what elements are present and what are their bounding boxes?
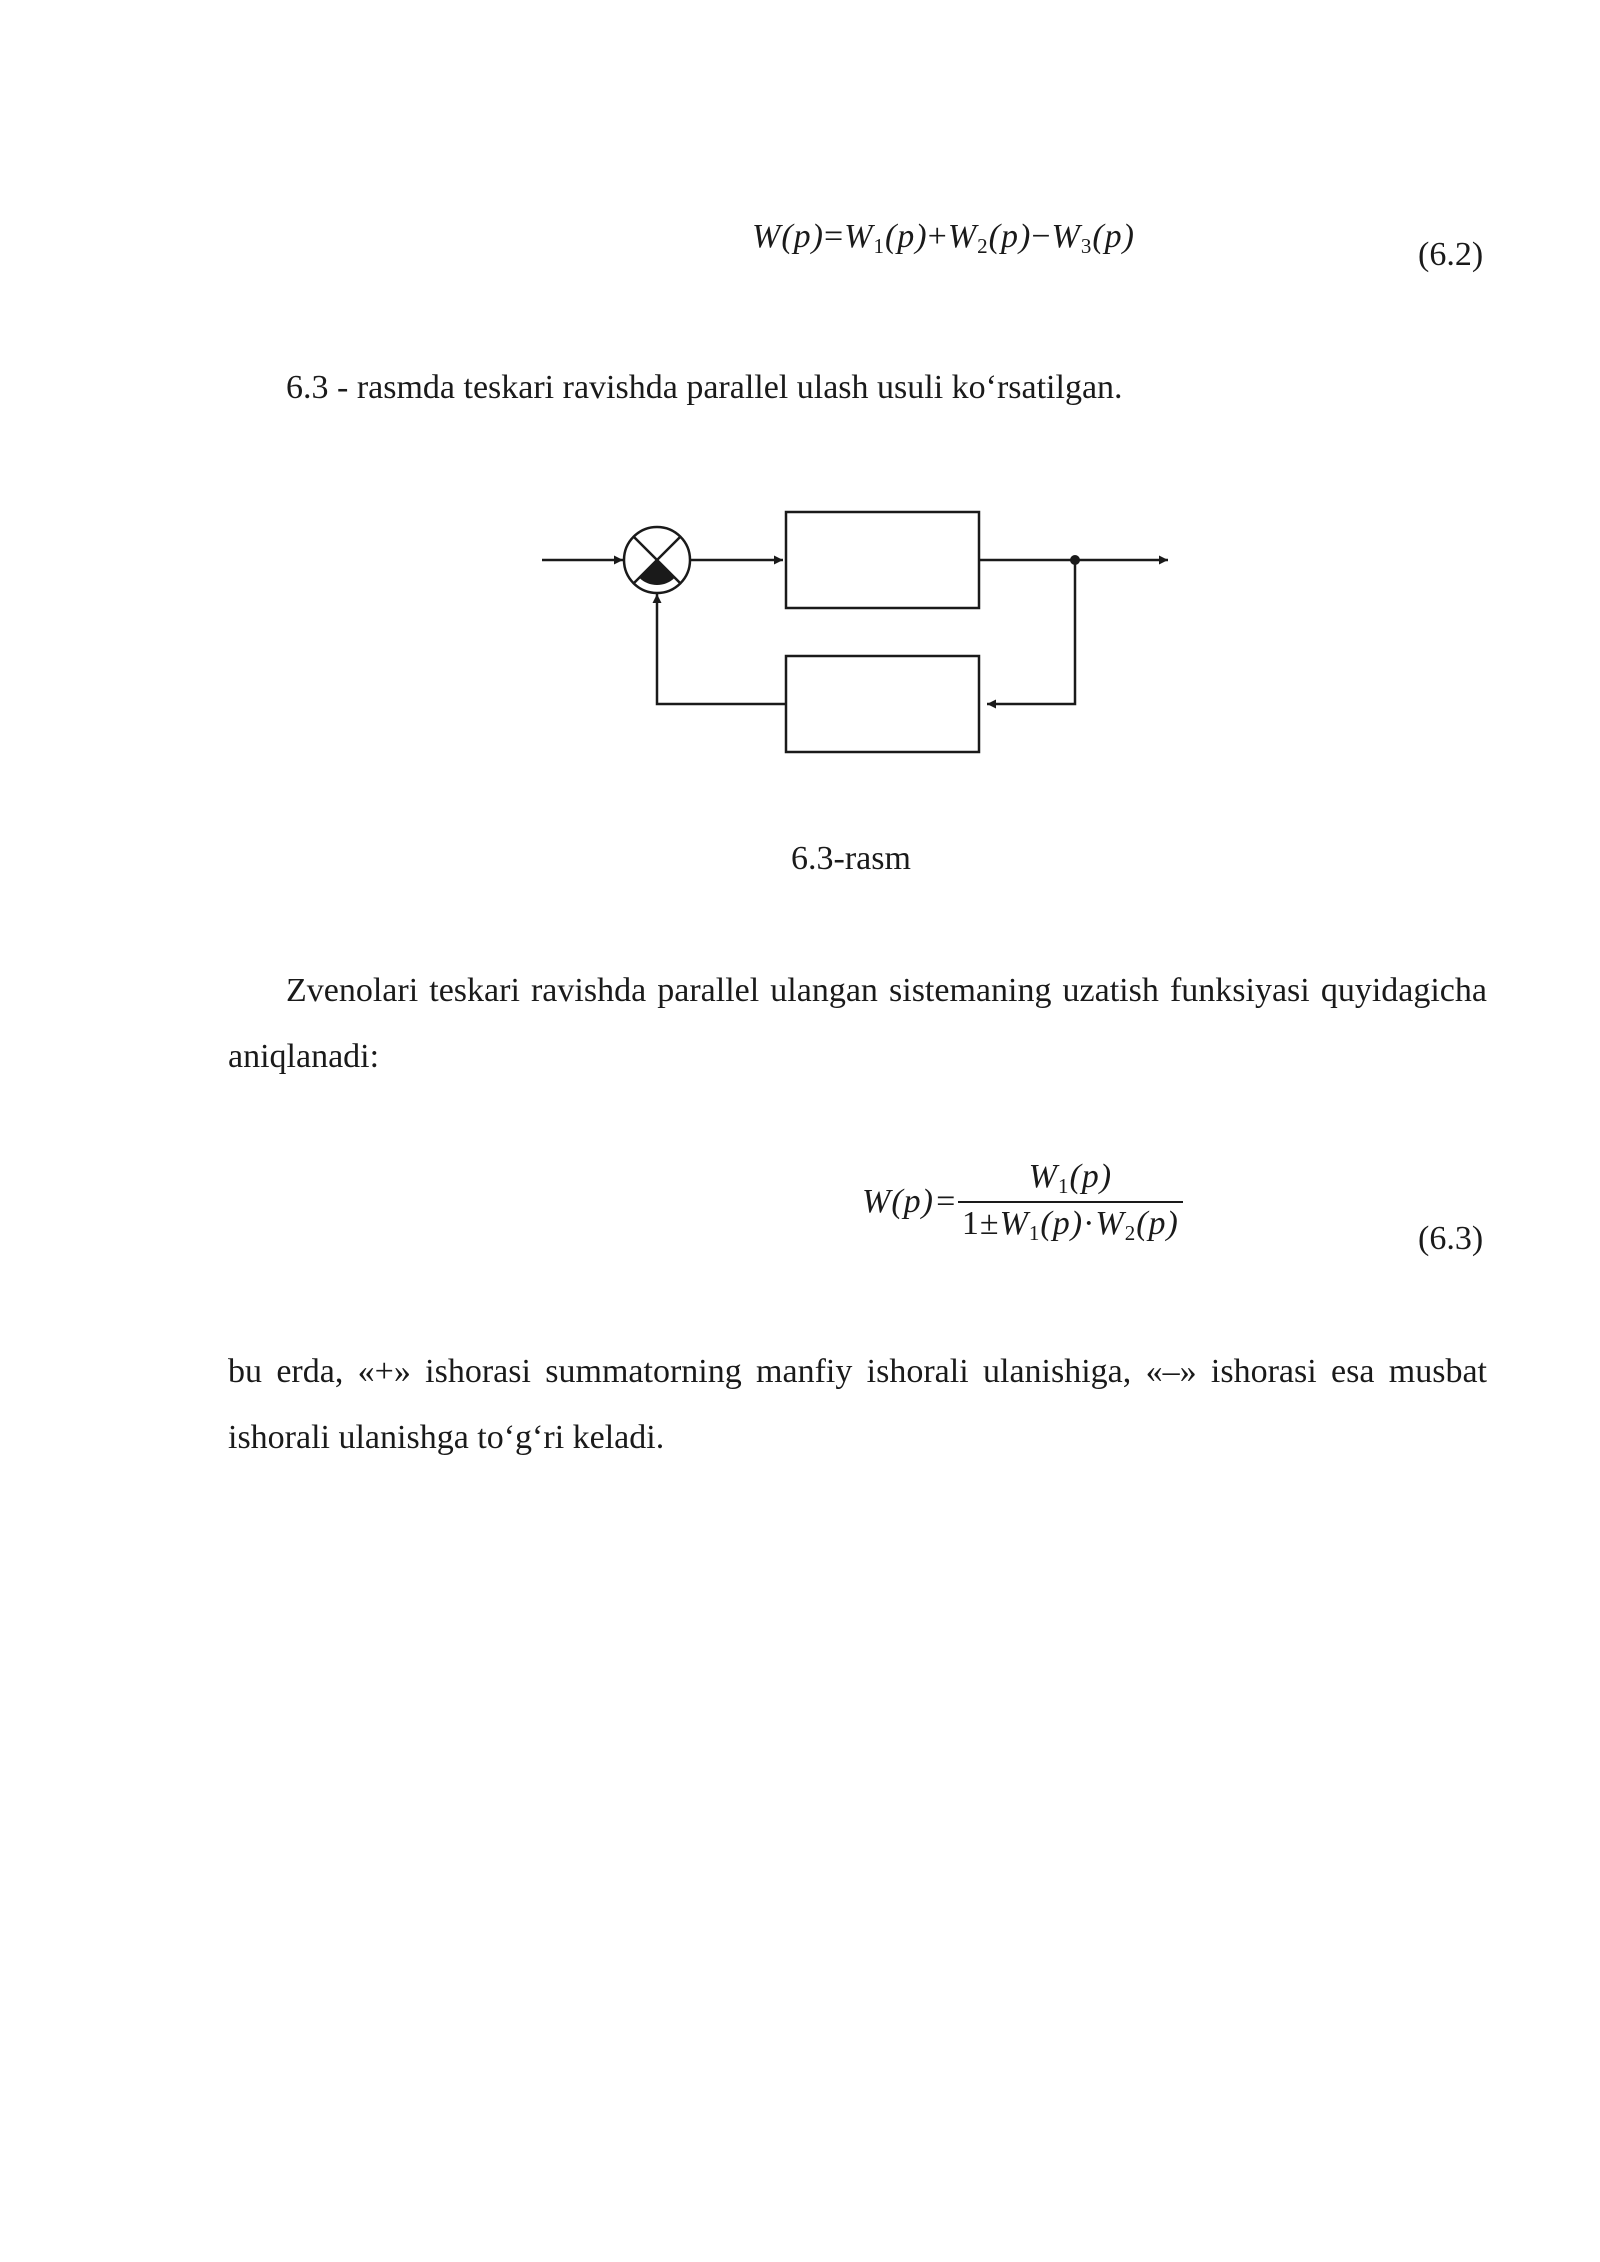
equation-6-2: $W(p)=W_1(p)+W_2(p)-W_3(p)$	[752, 218, 1135, 258]
forward-block	[786, 512, 979, 608]
fraction-numerator: $W_1(p)$	[958, 1158, 1183, 1203]
equation-number-6-2: (6.2)	[1418, 236, 1484, 273]
feedback-block	[786, 656, 979, 752]
feedback-path-left	[657, 594, 786, 704]
eq-6-3-lhs: W(p)=	[862, 1183, 958, 1220]
feedback-path-right	[987, 560, 1075, 704]
branch-point	[1070, 555, 1080, 565]
equation-6-3	[862, 1158, 1183, 1246]
paragraph-2: bu erda, «+» ishorasi summatorning manfiy ishorali ulanishiga, «–» ishorasi esa musbat ishorali ulanishga to‘g‘ri keladi.	[228, 1353, 1487, 1456]
intro-paragraph: 6.3 - rasmda teskari ravishda parallel ulash usuli ko‘rsatilgan.	[286, 369, 1123, 406]
paragraph-1: Zvenolari teskari ravishda parallel ulangan sistemaning uzatish funksiyasi quyidagicha aniqlanadi:	[228, 972, 1487, 1075]
summator	[624, 527, 690, 593]
eq-lhs: W(p)	[752, 218, 824, 255]
fraction-denominator: $1\pm W_1(p)\cdot W_2(p)$	[961, 1205, 1179, 1245]
equation-number-6-3: (6.3)	[1418, 1220, 1484, 1257]
block-diagram	[530, 490, 1180, 770]
fraction	[958, 1158, 1183, 1246]
figure-caption: 6.3-rasm	[791, 840, 911, 877]
